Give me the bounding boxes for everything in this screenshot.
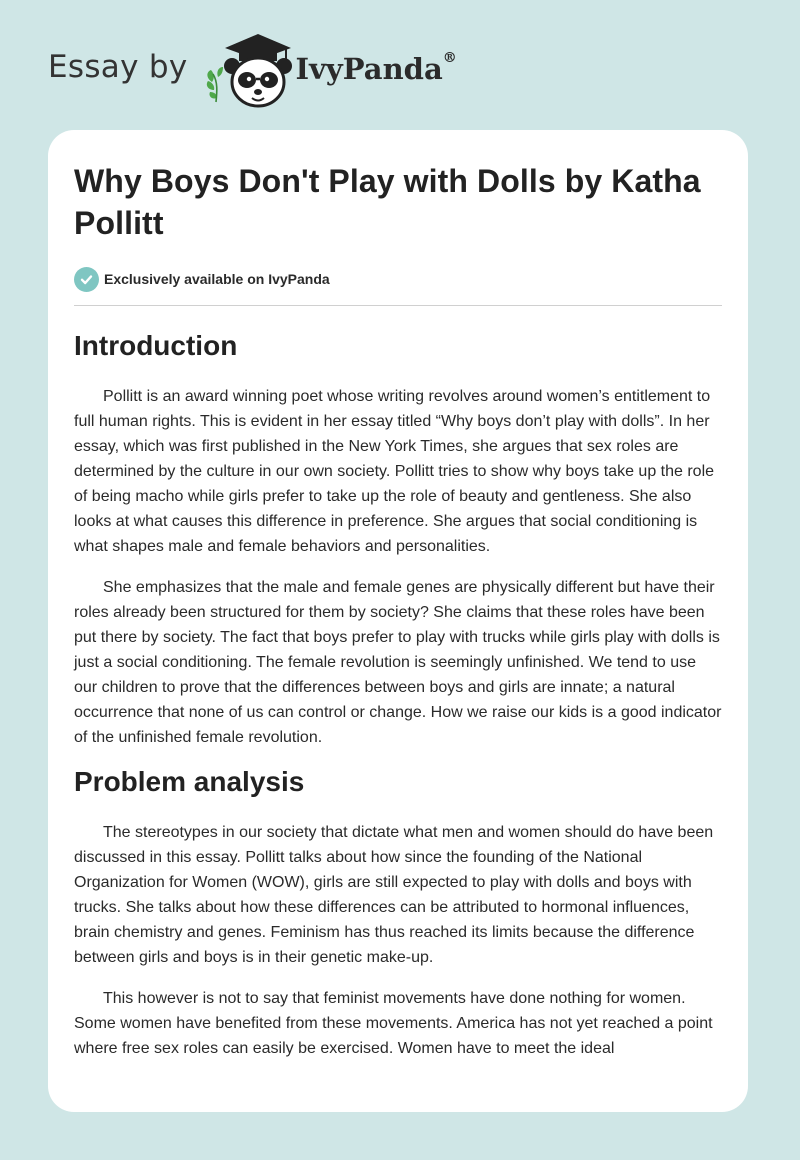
brand-text: IvyPanda	[295, 52, 443, 86]
paragraph: She emphasizes that the male and female genes are physically different but have their roles already been structured for them by society? She claims that these roles have been put there by society. The fact that boys prefer to play with trucks while girls play with dolls is just a social conditioning. The female revolution is seemingly unfinished. We tend to use our children to prove that the differences between boys and girls are innate; a natural occurrence that none of us can control or change. How we raise our kids is a good indicator of the unfinished female revolution.	[74, 579, 722, 746]
exclusive-badge	[74, 266, 722, 292]
check-icon	[74, 267, 99, 292]
section-heading-problem-analysis: Problem analysis	[74, 766, 305, 797]
title-divider	[74, 305, 722, 306]
essay-by-label: Essay by	[48, 49, 188, 85]
paragraph: Pollitt is an award winning poet whose writing revolves around women’s entitlement to full human rights. This is evident in her essay titled “Why boys don’t play with dolls”. In her essay, which was first published in the New York Times, she argues that sex roles are determined by the culture in our own society. Pollitt tries to show why boys take up the role of being macho while girls prefer to take up the role of beauty and gentleness. She also looks at what causes this difference in preference. She argues that social conditioning is what shapes male and female behaviors and personalities.	[74, 388, 715, 555]
paragraph: This however is not to say that feminist movements have done nothing for women. Some women have benefited from these movements. America has not yet reached a point where free sex roles can easily be exercised. Women have to meet the ideal	[74, 990, 713, 1057]
essay-title: Why Boys Don't Play with Dolls by Katha Pollitt	[74, 163, 701, 241]
panda-logo-icon[interactable]	[202, 30, 294, 110]
brand-name[interactable]	[296, 52, 457, 86]
section-heading-introduction: Introduction	[74, 330, 238, 361]
essay-content	[74, 160, 722, 1061]
site-header	[48, 30, 548, 110]
trademark-symbol: ®	[442, 50, 457, 66]
exclusive-label: Exclusively available on IvyPanda	[104, 271, 330, 287]
essay-card	[48, 130, 748, 1112]
paragraph: The stereotypes in our society that dictate what men and women should do have been discussed in this essay. Pollitt talks about how since the founding of the National Organization for Women (WOW), girls are still expected to play with dolls and boys with trucks. She talks about how these differences can be attributed to hormonal influences, brain chemistry and genes. Feminism has thus reached its limits because the difference between girls and boys is in their genetic make-up.	[74, 824, 714, 966]
